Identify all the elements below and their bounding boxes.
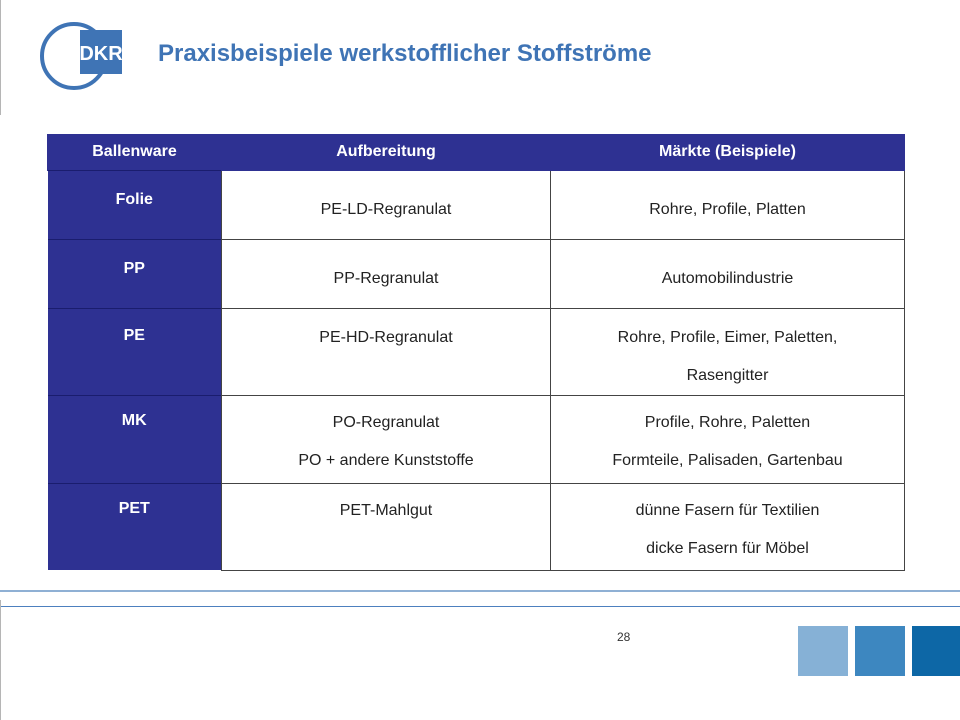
cell-aufbereitung: PET-Mahlgut [222,483,551,570]
page-title: Praxisbeispiele werkstofflicher Stoffströme [158,40,652,67]
table-header-row [48,134,905,171]
cell-aufbereitung: PO-Regranulat PO + andere Kunststoffe [222,395,551,483]
table-row [48,171,905,240]
material-flow-table [47,134,905,571]
header-aufbereitung: Aufbereitung [222,134,551,171]
footer-divider-thin [0,606,960,607]
decor-square-mid [855,626,905,676]
cell-maerkte: Profile, Rohre, Paletten Formteile, Palisaden, Gartenbau [551,395,905,483]
row-head-pp: PP [48,239,222,308]
table-row [48,395,905,483]
cell-aufbereitung: PE-LD-Regranulat [222,171,551,240]
header-maerkte: Märkte (Beispiele) [551,134,905,171]
cell-aufbereitung: PE-HD-Regranulat [222,308,551,395]
footer-divider [0,590,960,592]
logo-text: DKR [79,43,123,65]
page-number: 28 [617,630,631,644]
row-head-pe: PE [48,308,222,395]
decor-square-dark [912,626,960,676]
table-row [48,239,905,308]
left-edge-rule [0,0,1,115]
row-head-folie: Folie [48,171,222,240]
cell-maerkte: Rohre, Profile, Eimer, Paletten, Rasengitter [551,308,905,395]
left-edge-rule-bottom [0,600,1,720]
cell-maerkte: Automobilindustrie [551,239,905,308]
cell-maerkte: Rohre, Profile, Platten [551,171,905,240]
table-row [48,308,905,395]
dkr-logo [36,10,126,100]
table-row [48,483,905,570]
cell-maerkte: dünne Fasern für Textilien dicke Fasern für Möbel [551,483,905,570]
row-head-pet: PET [48,483,222,570]
decor-square-light [798,626,848,676]
header-ballenware: Ballenware [48,134,222,171]
row-head-mk: MK [48,395,222,483]
cell-aufbereitung: PP-Regranulat [222,239,551,308]
